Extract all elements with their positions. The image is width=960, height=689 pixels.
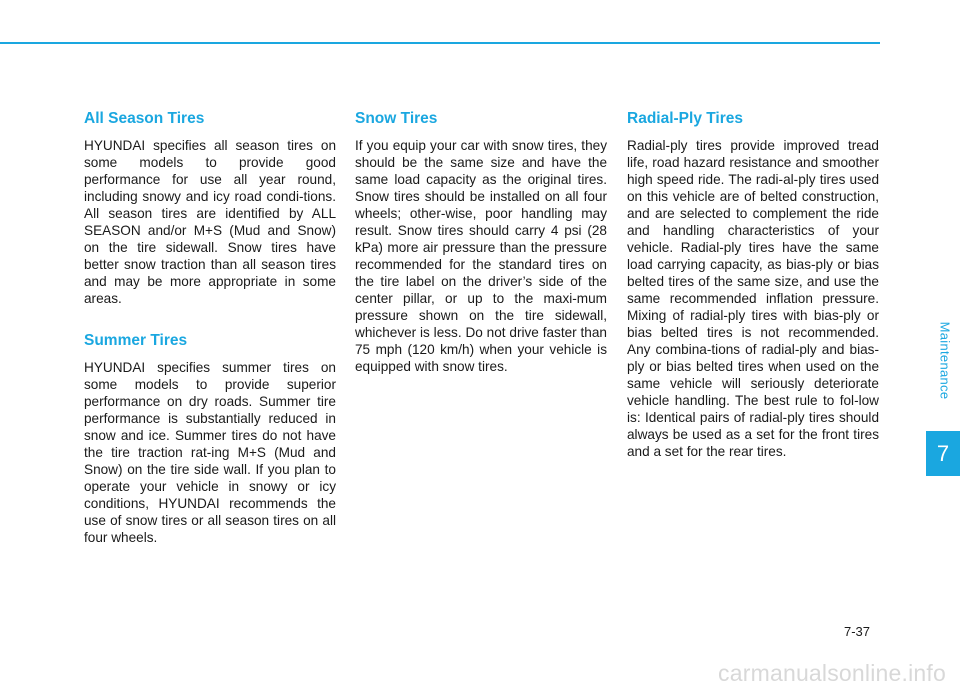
body-radial-ply-tires: Radial-ply tires provide improved tread life, road hazard resistance and smoother high speed ride. The radi-al-ply tires used on this vehicle are of belted construction, and are selected to complement the ride and handling characteristics of your vehicle. Radial-ply tires have the same load carrying capacity, as bias-ply or bias belted tires of the same size, and use the same recommended inflation pressure. Mixing of radial-ply tires with bias-ply or bias belted tires is not recommended. Any combina-tions of radial-ply and bias-ply or bias belted tires when used on the same vehicle will seriously deteriorate vehicle handling. The best rule to fol-low is: Identical pairs of radial-ply tires should always be used as a set for the front tires and a set for the rear tires.: [627, 138, 879, 459]
heading-radial-ply-tires: Radial-Ply Tires: [627, 110, 744, 127]
chapter-side-label: [930, 320, 960, 400]
page-number: 7-37: [843, 624, 870, 639]
header-rule: [0, 42, 880, 44]
column-left: [84, 108, 336, 546]
watermark: carmanualsonline.info: [718, 660, 946, 686]
body-all-season-tires: HYUNDAI specifies all season tires on some models to provide good performance for use all year round, including snowy and icy road condi-tions. All season tires are identified by ALL SEASON and/or M+S (Mud and Snow) on the tire sidewall. Snow tires have better snow traction than all season tires and may be more appropriate in some areas.: [84, 138, 336, 306]
chapter-number: 7: [936, 440, 950, 466]
body-summer-tires: HYUNDAI specifies summer tires on some models to provide superior performance on dry roads. Summer tire performance is substantially reduced in snow and ice. Summer tires do not have the tire traction rat-ing M+S (Mud and Snow) on the tire side wall. If you plan to operate your vehicle in snowy or icy conditions, HYUNDAI recommends the use of snow tires or all season tires on all four wheels.: [84, 360, 336, 545]
chapter-tab: [926, 431, 960, 476]
heading-all-season-tires: All Season Tires: [84, 110, 205, 127]
body-snow-tires: If you equip your car with snow tires, they should be the same size and have the same load capacity as the original tires. Snow tires should be installed on all four wheels; other-wise, poor handling may result. Snow tires should carry 4 psi (28 kPa) more air pressure than the pressure recommended for the standard tires on the tire label on the driver’s side of the center pillar, or up to the maxi-mum pressure shown on the tire sidewall, whichever is less. Do not drive faster than 75 mph (120 km/h) when your vehicle is equipped with snow tires.: [355, 138, 607, 374]
heading-snow-tires: Snow Tires: [355, 110, 438, 127]
column-middle: [355, 108, 607, 375]
chapter-label-text: Maintenance: [937, 321, 953, 399]
column-right: [627, 108, 879, 460]
heading-summer-tires: Summer Tires: [84, 332, 188, 349]
